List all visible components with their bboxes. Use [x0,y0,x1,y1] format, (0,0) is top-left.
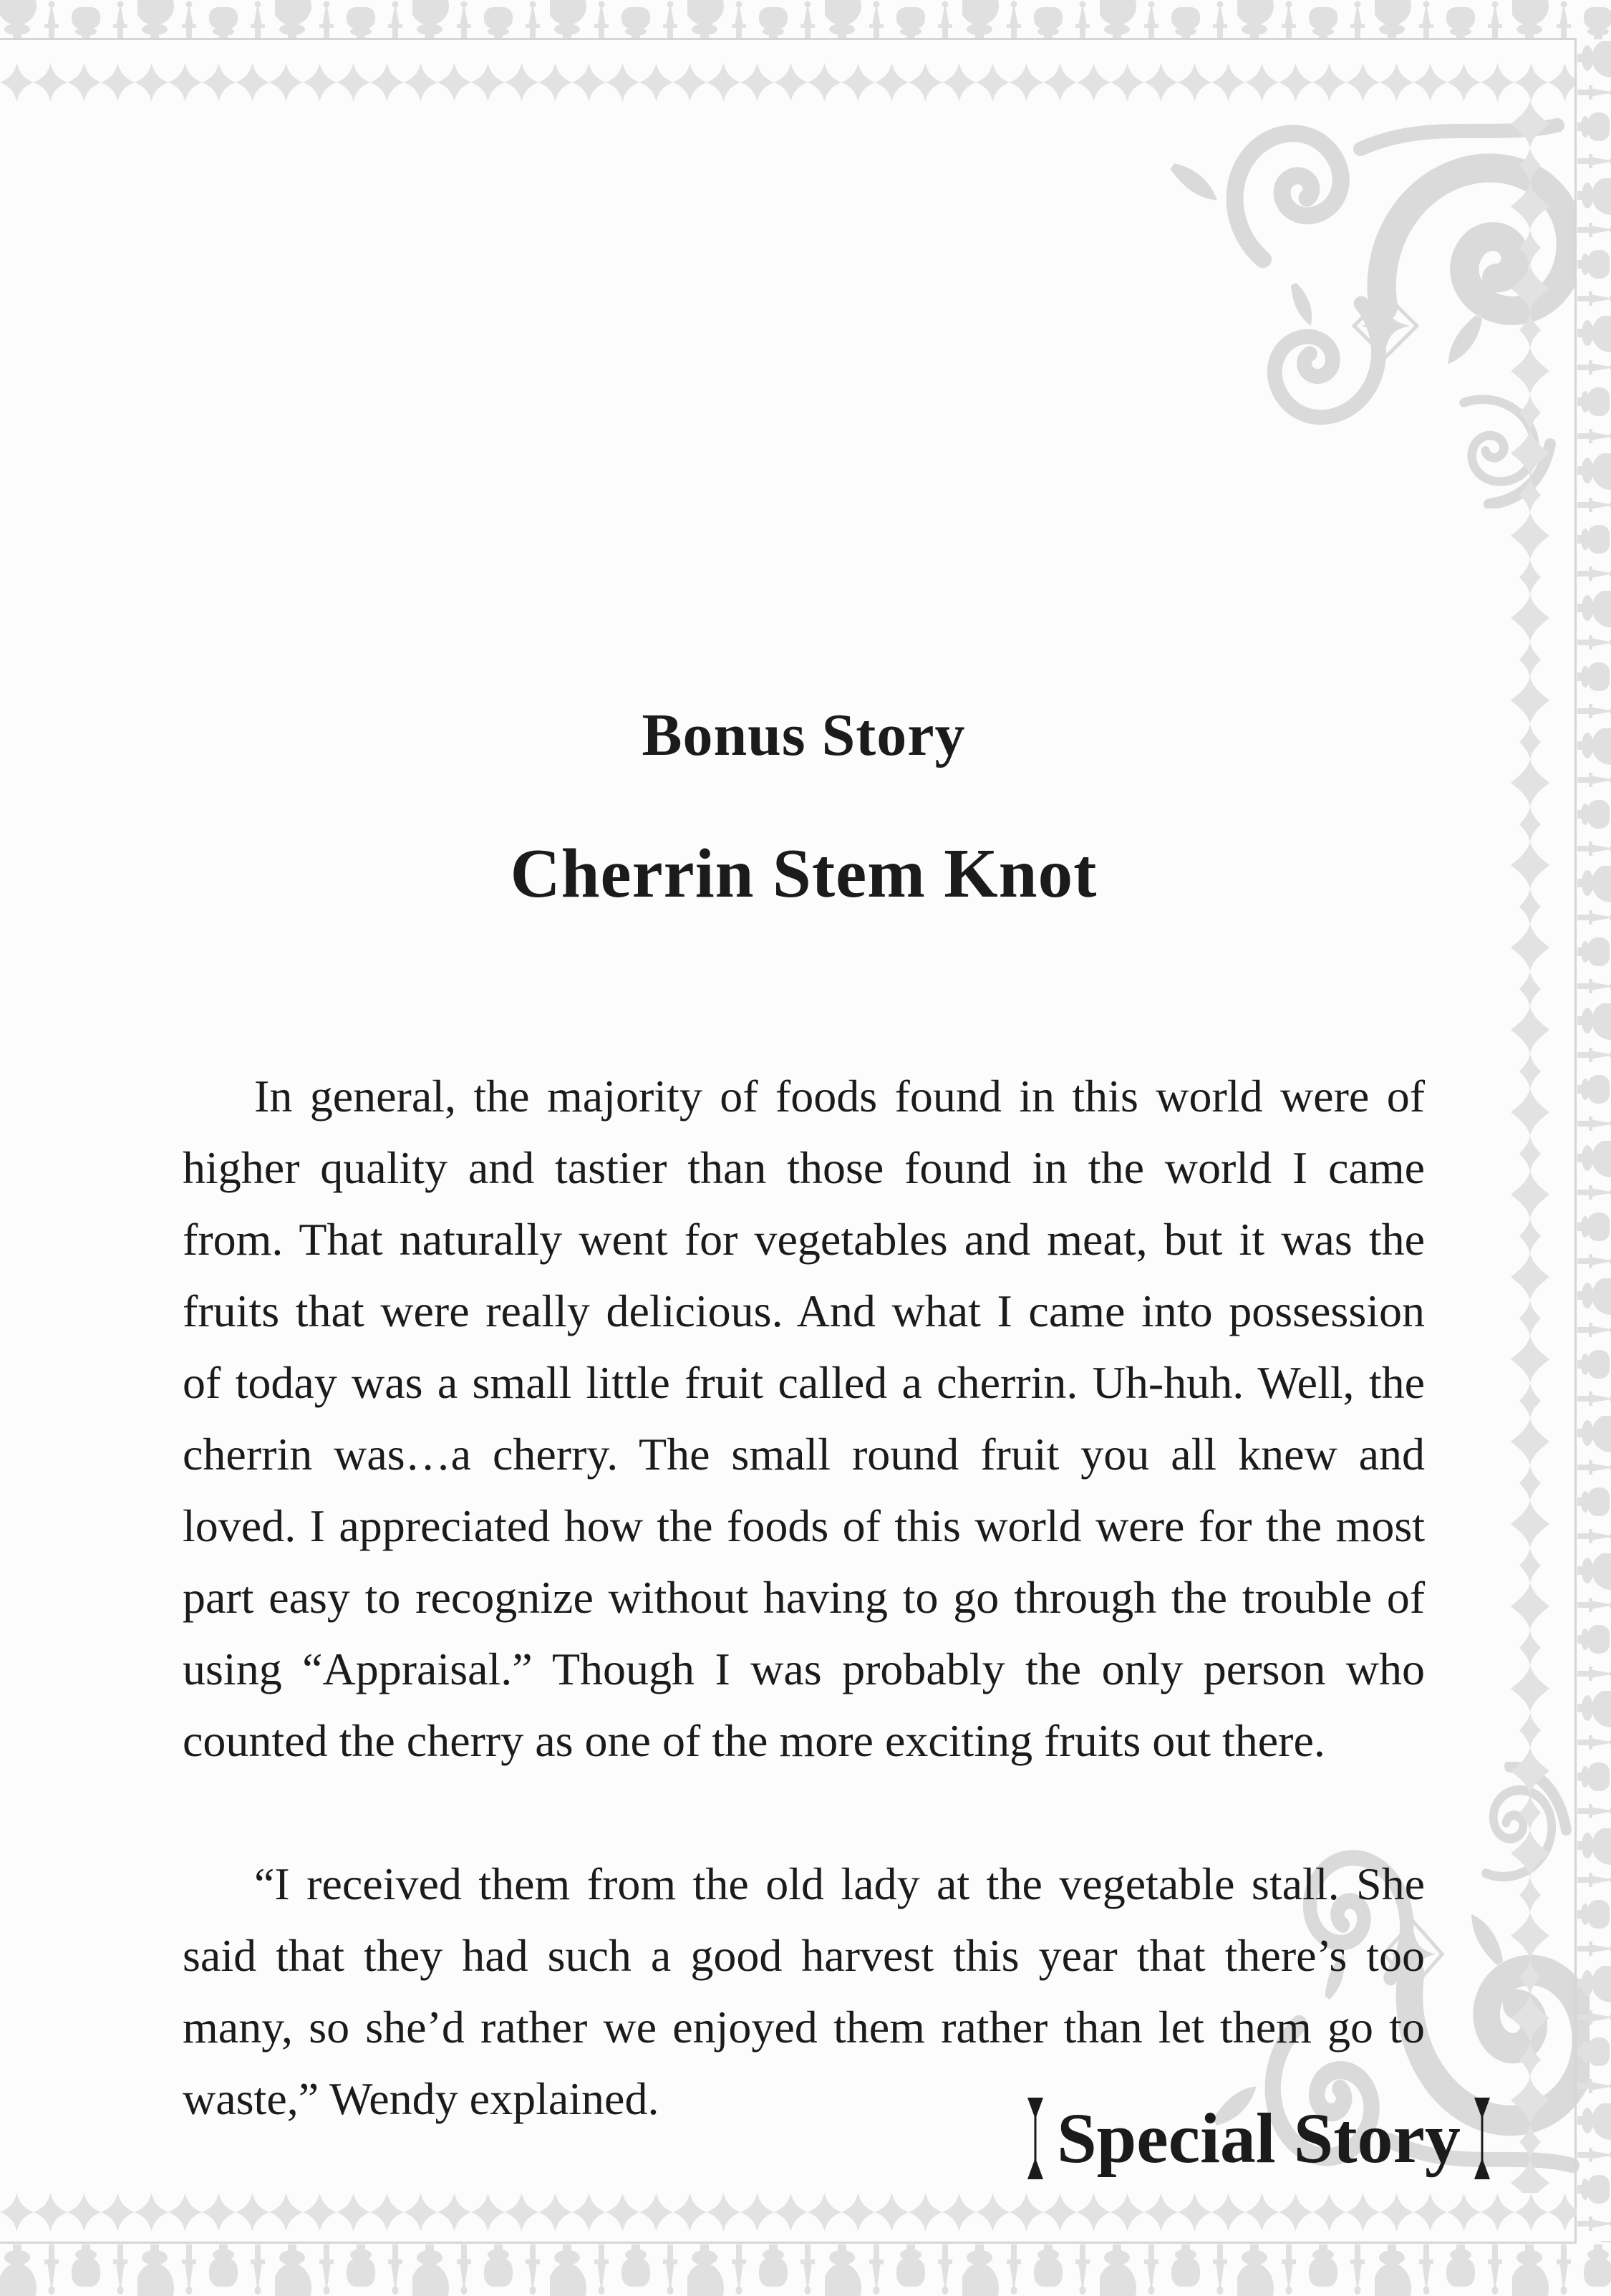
top-ornament-band [0,0,1611,39]
special-story-badge [1026,2095,1491,2182]
special-story-label: Special Story [1057,2098,1461,2178]
top-diamond-row [0,63,1577,102]
page-title: Cherrin Stem Knot [510,835,1098,912]
right-rule [1574,38,1577,2244]
top-rule [0,38,1577,40]
bracket-left-icon [1026,2096,1045,2181]
story-paragraph: In general, the majority of foods found in this world were of higher quality and tastier than those found in the world I came from. That naturally went for vegetables and meat, but it was the fruits that were really delicious. And what I came into possession of today was a small little fruit called a cherrin. Uh-huh. Well, the cherrin was…a cherry. The small round fruit you all knew and loved. I appreciated how the foods of this world were for the most part easy to recognize without having to go through the trouble of using “Appraisal.” Though I was probably the only person who counted the cherry as one of the more exciting fruits out there. [183,1070,1425,1766]
right-ornament-strip [1577,41,1611,2242]
bottom-rule [0,2242,1577,2244]
bonus-story-label: Bonus Story [642,702,966,768]
story-text [183,1061,1425,2135]
corner-flourish-top-right [1113,107,1575,508]
bracket-right-icon [1473,2096,1491,2181]
bottom-diamond-row [0,2193,1577,2232]
story-paragraph: “I received them from the old lady at the vegetable stall. She said that they had such a good harvest this year that there’s too many, so she’d rather we enjoyed them rather than let them go to waste,” Wendy explained. [183,1858,1425,2124]
right-diamond-column [1511,100,1549,2193]
bottom-ornament-band [0,2244,1611,2296]
